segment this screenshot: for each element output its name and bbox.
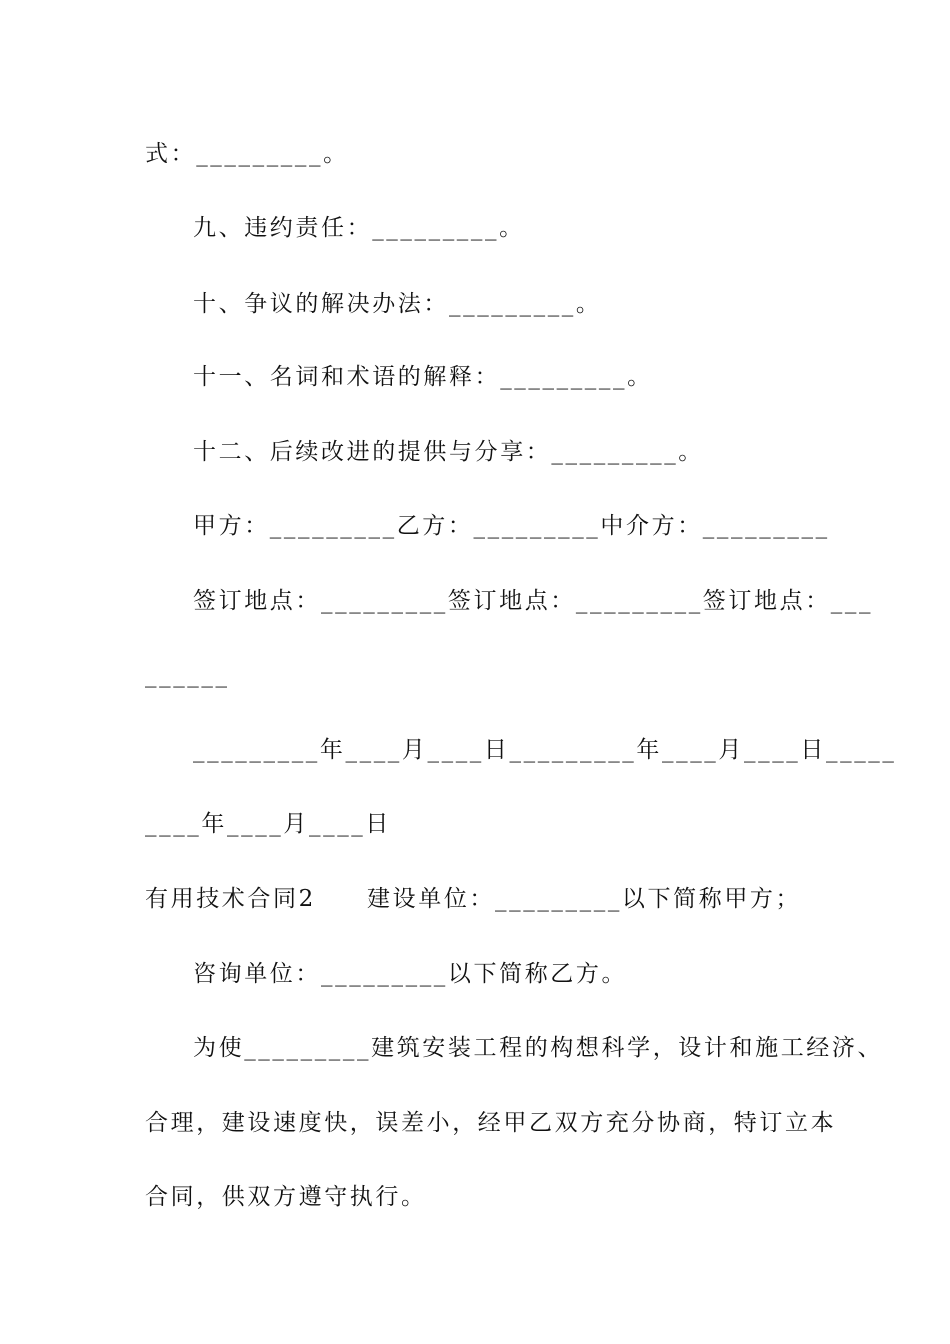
- clause-line-improvements: 十二、后续改进的提供与分享：_________。: [193, 439, 704, 465]
- paragraph-line-1: 为使_________建筑安装工程的构想科学，设计和施工经济、: [193, 1035, 884, 1061]
- clause-line-payment-method: 式：_________。: [145, 141, 349, 167]
- clause-line-terminology: 十一、名词和术语的解释：_________。: [193, 364, 653, 390]
- signing-place-continuation: ______: [145, 662, 230, 688]
- paragraph-line-2: 合理，建设速度快，误差小，经甲乙双方充分协商，特订立本: [145, 1110, 837, 1136]
- parties-line: 甲方：_________乙方：_________中介方：_________: [193, 513, 830, 539]
- date-line: _________年____月____日_________年____月____日_____: [193, 737, 897, 763]
- clause-line-dispute-resolution: 十、争议的解决办法：_________。: [193, 291, 602, 317]
- clause-line-liability: 九、违约责任：_________。: [193, 215, 525, 241]
- signing-place-line: 签订地点：_________签订地点：_________签订地点：___: [193, 588, 874, 614]
- date-line-continuation: ____年____月____日: [145, 811, 391, 837]
- contract-2-heading-line: 有用技术合同2 建设单位：_________以下简称甲方；: [145, 886, 802, 912]
- consulting-unit-line: 咨询单位：_________以下简称乙方。: [193, 961, 628, 987]
- paragraph-line-3: 合同，供双方遵守执行。: [145, 1184, 427, 1210]
